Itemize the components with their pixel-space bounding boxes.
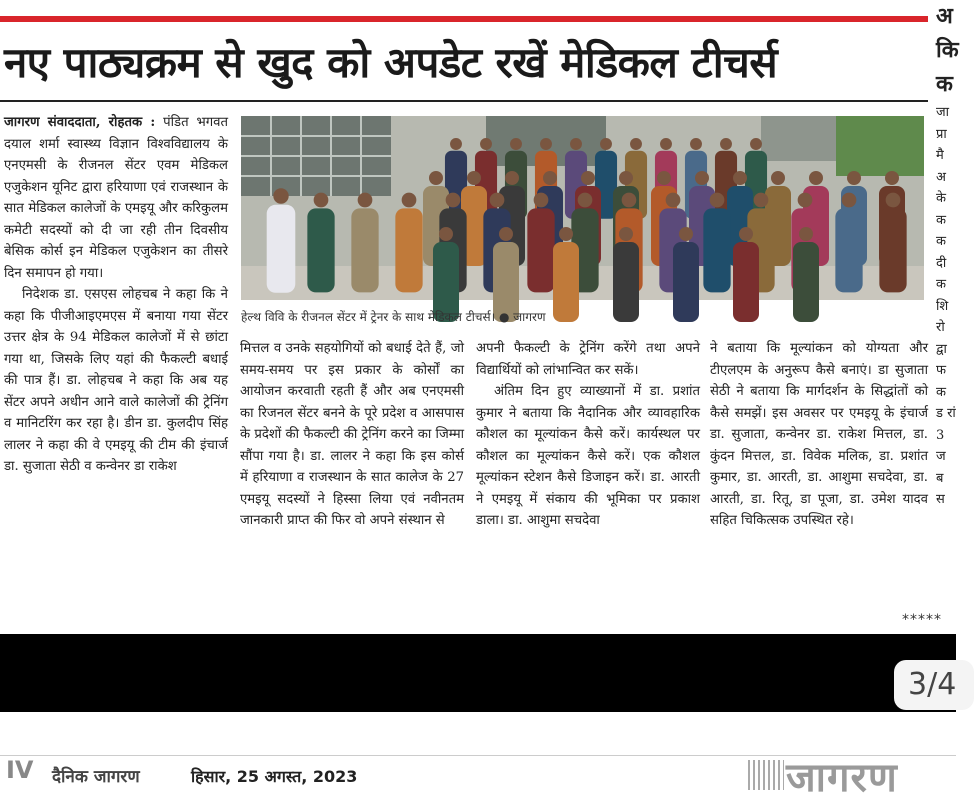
byline: जागरण संवाददाता, रोहतक : [4,115,156,130]
article-column-1 [4,112,228,478]
footer-paper-name: दैनिक जागरण [52,767,140,787]
paragraph-col3-b: अंतिम दिन हुए व्याख्यानों में डा. प्रशांत कुमार ने बताया कि नैदानिक और व्यावहारिक कौशल का मूल्यांकन कैसे करें। कार्यस्थल पर कौशल का मूल्यांकन कैसे करें। एक कौशल मूल्यांकन स्टेशन कैसे डिजाइन करें। डा. आरती ने एमइयू में संकाय की भूमिका पर प्रकाश डाला। डा. आशुमा सचदेवा [476,384,700,528]
headline-divider [0,100,928,102]
headline: नए पाठ्यक्रम से खुद को अपडेट रखें मेडिकल टीचर्स [4,38,778,87]
intro-text: पंडित भगवत दयाल शर्मा स्वास्थ्य विज्ञान विश्वविद्यालय के एनएमसी के रीजनल सेंटर एवम मेडिकल एजुकेशन यूनिट द्वारा हरियाणा एवं राजस्थान के सात मेडिकल कालेजों के एमइयू और करिकुलम कमेटी सदस्यों को दी जा रही तीन दिवसीय बेसिक कोर्स इन मेडिकल एजुकेशन का तीसरे दिन समापन हो गया। [4,115,228,281]
paragraph-col2: मित्तल व उनके सहयोगियों को बधाई देते हैं, जो समय-समय पर इस प्रकार के कोर्सों का आयोजन करवाती रहती हैं और अब एनएमसी का रिजनल सेंटर बनने के पूरे प्रदेश व आसपास के प्रदेशों की फैकल्टी की ट्रेनिंग करने का जिम्मा सौंपा गया है। डा. लालर ने कहा कि इस कोर्स में हरियाणा व राजस्थान के सात कालेज के 27 एमइयू सदस्यों ने हिस्सा लिया एवं नवीनतम जानकारी प्राप्त की फिर वो अपने संस्थान से [240,341,464,528]
page-indicator-button[interactable]: 3/4 [894,660,974,710]
footer-hatch-decoration [748,760,784,790]
paragraph-intro [4,112,228,284]
group-photo-image [241,116,924,300]
adjacent-text: जा प्रा मै अ के क क दी क शि रो द्वा फ क ड रां 3 ज ब स [936,105,956,507]
article-column-3 [476,338,700,532]
viewer-black-band [0,634,956,712]
article-column-4 [710,338,928,532]
top-red-rule [0,16,928,22]
paragraph-col4: ने बताया कि मूल्यांकन को योग्यता और टीएलएम के अनुरूप कैसे बनाएं। डा सुजाता सेठी ने बताया कि मार्गदर्शन के सिद्धांतों को कैसे समझें। इस अवसर पर एमइयू के इंचार्ज डा. सुजाता, कन्वेनर डा. राकेश मित्तल, डा. कुंदन मित्तल, डा. विवेक मलिक, डा. प्रशांत कुमार, डा. आरती, डा. आशुमा सचदेवा, डा. आरती, डा. रितू, डा पूजा, डा. उमेश यादव सहित चिकित्सक उपस्थित रहे। [710,341,928,528]
adjacent-headline: अ कि क [936,4,959,97]
footer-page-number: IV [6,756,34,784]
photo-caption: हेल्थ विवि के रीजनल सेंटर में ट्रेनर के साथ मेडिकल टीचर्स। ● जागरण [241,310,546,324]
paragraph-director: निदेशक डा. एसएस लोहचब ने कहा कि ने कहा कि पीजीआइएमएस में बनाया गया सेंटर उत्तर क्षेत्र के 94 मेडिकल कालेजों में से छांटा गया था, जिसके लिए यहां की फैकल्टी बधाई की पात्र हैं। डा. लोहचब ने कहा कि अब यह सेंटर अपने अधीन आने वाले कालेजों की ट्रेनिंग व मानिटरिंग कर रहा है। डीन डा. कुलदीप सिंह लालर ने कहा की वे एमइयू की टीम की इंचार्ज डा. सुजाता सेठी व कन्वेनर डा राकेश [4,287,228,474]
adjacent-article-strip [936,0,959,630]
paragraph-col3-a: अपनी फैकल्टी के ट्रेनिंग करेंगे तथा अपने विद्यार्थियों को लांभान्वित कर सकें। [476,341,700,378]
footer-logo: जागरण [786,755,898,801]
article-column-2 [240,338,464,532]
group-photo [241,116,924,300]
footer-edition-date: हिसार, 25 अगस्त, 2023 [191,767,358,786]
section-end-stars: ***** [902,612,942,628]
